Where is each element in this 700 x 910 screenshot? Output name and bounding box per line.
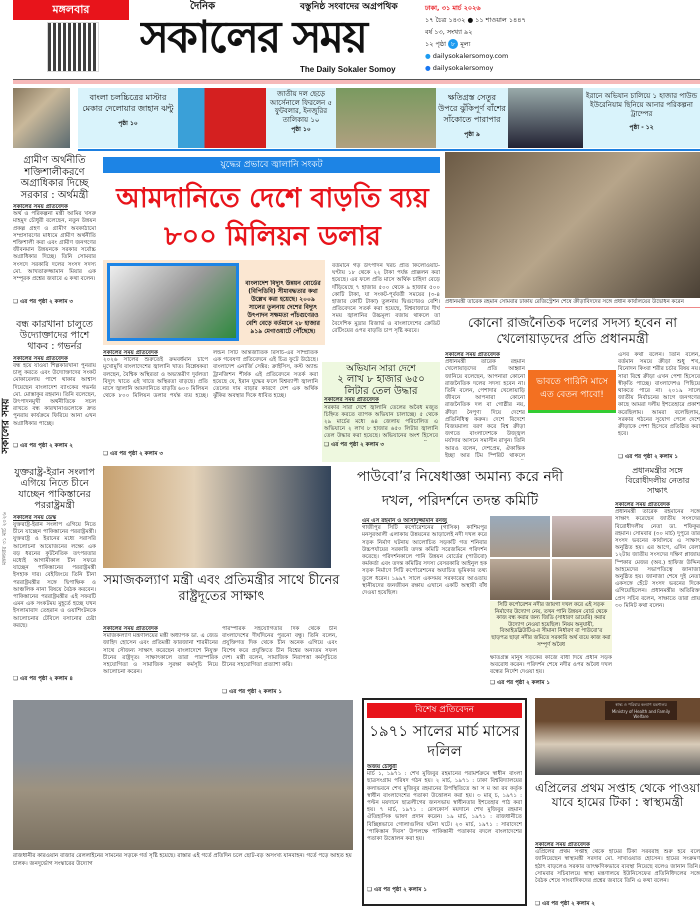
- oil-kicker: অভিযান সারা দেশে: [346, 364, 416, 374]
- teaser-4[interactable]: ইরানে অভিযান চালিয়ে ১ হাজার পাউন্ড ইউরেনিয়াম ছিনিয়ে আনার পরিকল্পনা ট্রাম্পের পৃষ্ঠা - ১২: [583, 88, 700, 148]
- lead-body-right: বর্তমানে গড় উৎপাদন খরচ প্রতি কিলোওয়াট-ঘণ্টায় ১৮ থেকে ২২ টাকা পর্যন্ত প্রাক্কলন করা হয়েছে। এর ফলে প্রতি মাসে অর্থিক চাহিদা বেড়ে দাঁড়িয়েছে ৭ হাজার ৫০০ থেকে ৯ হাজার ৫০০ কোটি টাকা, যা সংকট-পূর্ববর্তী সময়ের (৩-৪ হাজার কোটি টাকা) তুলনায় দ্বিগুণেরও বেশি। প্রতিবেদনে সতর্ক করা হয়েছে, বিশ্ববাজারে দীর্ঘ সময় জ্বালানির উচ্চমূল্য বজায় থাকলে তা বৈদেশিক মুদ্রার রিজার্ভ ও বাংলাদেশের ক্রেডিট রেটিংয়ের ওপর বাড়তি চাপ সৃষ্টি করবে।: [332, 263, 440, 334]
- river-body-2: ক্ষতিগ্রস্ত মানুষ সড়কের কাজে বাধা দিয়ে প্রধান সড়ক অবরোধ করেন। পরিদর্শন শেষে নদীর ওপর অবৈধ দখল বন্ধের নির্দেশ দেওয়া হয়।: [490, 655, 612, 676]
- facebook-icon: ●: [425, 64, 431, 72]
- teaser-1[interactable]: বাংলা চলচ্চিত্রের মাস্টার মেকার দেলোয়ার জাহান ঝন্টু পৃষ্ঠা ১০: [78, 88, 178, 148]
- lead-kicker: যুদ্ধের প্রভাবে জ্বালানি সংকট: [103, 157, 440, 173]
- road-pothole-photo: [13, 700, 353, 850]
- pm-body-2: এসব কথা বলেন। তিনি বলেন, বর্তমান সময়ে ক্রীড়া শুধু শখ, বিনোদন কিংবা শরীর চর্চার বিষয় নয়। সারা বিশ্বে ক্রীড়া এখন পেশা হিসেবে স্বীকৃতি পাচ্ছে। বাংলাদেশও পিছিয়ে থাকতে পারে না। ২০১৯ সালে জাতীয় নির্বাচনের আগে জনগণের কাছে আমরা দলীয় ইশতেহারে প্রকাশ করেছিলাম। আমরা বলেছিলাম, সরকার গঠনের সুযোগ পেলে দেশে ক্রীড়াকে পেশা হিসেবে প্রতিষ্ঠিত করা হবে।: [618, 352, 700, 438]
- jump-link[interactable]: ❏ এর পর পৃষ্ঠা ২ কলাম ১: [222, 689, 283, 695]
- alt-dates: ১৭ চৈত্র ১৪৩২ ● ১১ শাওয়াল ১৪৪৭: [425, 16, 526, 24]
- river-photo: [552, 516, 612, 557]
- teaser-photo-bridge: [336, 88, 436, 148]
- river-photo: [490, 516, 550, 557]
- river-photo: [490, 559, 550, 600]
- masthead-prefix: দৈনিক: [190, 1, 216, 12]
- facebook-link[interactable]: ● dailysokalersomoy: [425, 64, 494, 72]
- river-photo-grid: [490, 516, 612, 600]
- body: সকালের সময় ডেস্ক যুক্তরাষ্ট্র-ইরান সংলাপ এগিয়ে নিতে চীনে যাচ্ছেন পাকিস্তানের পররাষ্ট্রমন্ত্রী। যুক্তরাষ্ট্র ও ইরানের মধ্যে সরাসরি আলোচনা আয়োজনের লক্ষ্যে এক বড় ধরনের কূটনৈতিক তৎপরতার মধ্যেই আগামীকাল চীন সফরে যাচ্ছেন পাকিস্তানের পররাষ্ট্রমন্ত্রী ইসহাক দার। বেইজিংয়ে তিনি চীনা পররাষ্ট্রমন্ত্রীর সঙ্গে দ্বিপাক্ষিক ও আঞ্চলিক নানা বিষয়ে বৈঠক করবেন। পাকিস্তানের পররাষ্ট্রমন্ত্রীর এই সফরটি এমন এক সংকটময় মুহূর্তে হচ্ছে যখন ইসলামাবাদ তেহরান ও ওয়াশিংটনকে আলোচনার টেবিলে বসানোর চেষ্টা করছে।: [13, 514, 96, 629]
- photo-callout: বাংলাদেশ বিদ্যুৎ উন্নয়ন বোর্ডের (বিপিডিবি) সীমাবদ্ধতার কথা উল্লেখ করা হয়েছে। ২০০৯ সালের তুলনায় দেশের বিদ্যুৎ উৎপাদন সক্ষমতা পাঁচগুণেরও বেশি বেড়ে বর্তমানে ২৮ হাজার ৯১৯ মেগাওয়াটে পৌঁছেছে।: [245, 280, 321, 335]
- day-badge: মঙ্গলবার: [13, 0, 129, 20]
- website-link[interactable]: ● dailysokalersomoy.com: [425, 52, 509, 60]
- pages-price: ১২ পৃষ্ঠা ৮ মূল্য: [425, 40, 471, 48]
- opposition-headline[interactable]: প্রধানমন্ত্রীর সঙ্গে বিরোধীদলীয় নেতার সাক্ষাৎ: [625, 466, 690, 495]
- opposition-body: সকালের সময় প্রতিবেদক প্রধানমন্ত্রী তারেক রহমানের সঙ্গে সাক্ষাৎ করেছেন জাতীয় সংসদের বিরোধীদলীয় নেতা ডা. শফিকুর রহমান। সোমবার (৩০ মার্চ) দুপুরে তার সংসদ ভবনের কার্যালয়ে এ সাক্ষাৎ অনুষ্ঠিত হয়। এর আগে, এদিন বেলা ১২টায় জাতীয় সংসদের দক্ষিণ প্লাজায় স্পিকার মেজর (অব.) হাফিজ উদ্দিন আহমেদের সভাপতিত্বে জানাজা অনুষ্ঠিত হয়। জানাজা শেষে দুই নেতা একসঙ্গে হেঁটে সংসদ ভবনের দিকে এগিয়েছিলেন। প্রধানমন্ত্রীর অতিরিক্ত প্রেস সচিব বলেন, সাক্ষাতে তারা প্রায় ৩০ মিনিট কথা বলেন।: [615, 502, 700, 609]
- pm-headline[interactable]: কোনো রাজনৈতিক দলের সদস্য হবেন না খেলোয়াড়দের প্রতি প্রধানমন্ত্রী: [467, 316, 678, 347]
- teaser-photo-trump: [508, 88, 583, 148]
- pm-photo-caption: প্রধানমন্ত্রী তারেক রহমান সোমবার ঢাকায় রেজিস্ট্রেশন শেষে ক্রীড়াবিদদের সঙ্গে প্রধান কার্যালয়ের উদ্বোধন করেন: [445, 299, 700, 308]
- date: ঢাকা, ৩১ মার্চ ২০২৬: [425, 4, 481, 12]
- pm-quote-box: ভাবতে পারিনি মাসে এত বেতন পাবো!: [528, 370, 616, 413]
- teaser-rule: [78, 149, 700, 151]
- river-body: এম এস রহমান ও আসাদুজ্জামান রনজু গাজীপুর সিটি কর্পোরেশনের (গাসিক) কাশিমপুর মনসুরআলী এলাকায় উন্নয়নের আড়ালেই নদী দখল করে সড়ক নির্মাণ ঘটনায় আলোচিত সড়কটি গত শনিবার উচ্চপর্যায়ের সরকারি তদন্ত কমিটি সরেজমিনে পরিদর্শন করেছে। পরিদর্শনকালে পানি উন্নয়ন বোর্ডের (পাউবো) কর্মকর্তা এবং তদন্ত কমিটির সদস্য বেসরকারি আইনুল হক সড়ক নির্মাণে সিটি কর্পোরেশনের অযাচিত ভূমিকার তথ্য তুলে ধরেন। ১৯৯৭ সালে একসময় সরকারের আওতায় স্থানীয়দের জনজীবন রক্ষায় এখানে একটি অস্থায়ী বাঁধ দেওয়া হয়েছিল।: [362, 518, 487, 597]
- river-headline[interactable]: পাউবো’র নিষেধাজ্ঞা অমান্য করে নদী দখল, পরিদর্শনে তদন্ত কমিটি: [356, 469, 564, 509]
- headline: যুক্তরাষ্ট্র-ইরান সংলাপ এগিয়ে নিতে চীনে যাচ্ছেন পাকিস্তানের পররাষ্ট্রমন্ত্রী: [14, 467, 95, 511]
- teaser-2[interactable]: জাতীয় দল ছেড়ে আর্সেনালে ফিরলেন ৫ ফুটবলার, ইনজুরির তালিকায় ১০ পৃষ্ঠা ১০: [266, 88, 336, 148]
- qr-code: [47, 22, 99, 72]
- social-headline[interactable]: সমাজকল্যাণ মন্ত্রী এবং প্রতিমন্ত্রীর সাথে চীনের রাষ্ট্রদূতের সাক্ষাৎ: [103, 573, 340, 604]
- issue: বর্ষ ১৩, সংখ্যা ৯২: [425, 28, 473, 36]
- jump-link[interactable]: ❏ এর পর পৃষ্ঠা ২ কলাম ৩: [103, 451, 164, 457]
- teaser-photo-arsenal: [178, 88, 266, 148]
- measles-headline[interactable]: এপ্রিলের প্রথম সপ্তাহ থেকে পাওয়া যাবে হামের টিকা : স্বাস্থ্যমন্ত্রী: [535, 781, 700, 809]
- article-factories[interactable]: [13, 320, 96, 451]
- pm-meeting-photo: [445, 152, 700, 298]
- edition-info: [425, 2, 695, 74]
- jump-link[interactable]: ❏ এর পর পৃষ্ঠা ২ কলাম ৩: [324, 442, 385, 449]
- headline: গ্রামীণ অর্থনীতি শক্তিশালীকরণে অগ্রাধিকার দিচ্ছে সরকার : অর্থমন্ত্রী: [20, 155, 89, 201]
- jump-link[interactable]: ❏ এর পর পৃষ্ঠা ২ কলাম ২: [535, 901, 596, 907]
- price-badge: ৮: [448, 39, 458, 49]
- jump-link[interactable]: ❏ এর পর পৃষ্ঠা ২ কলাম ১: [367, 887, 428, 893]
- english-name: The Daily Sokaler Somoy: [300, 65, 396, 74]
- special-report-box[interactable]: [362, 698, 527, 906]
- teaser-3[interactable]: ক্ষতিগ্রস্ত সেতুর উপরে ঝুঁকিপূর্ণ বাঁশের সাঁকোতে পারাপার পৃষ্ঠা ৯: [436, 88, 508, 148]
- lead-body: সকালের সময় প্রতিবেদক ২০২৬ সালের শুরুতেই ক্রমবর্ধমান চাপে মুখোমুখি বাংলাদেশের জ্বালানি খাত। বিশ্লেষকরা বলছেন, বৈশ্বিক অস্থিরতা ও অভ্যন্তরীণ দুর্বলতা বিদ্যুৎ খাতে এই খাতে অস্থিরতা বাড়ছে। প্রতি মাসে জ্বালানি আমদানিতে বাড়তি ৬০০ মিলিয়ন থেকে ৮০০ মিলিয়ন ডলার পর্যন্ত ব্যয় হচ্ছে। লন্ডন সিটি আন্তর্জাতিক রিসার্চ-এর সাম্প্রতিক এক গবেষণা প্রতিবেদনে এই চিত্র ফুটে উঠেছে। বাংলাদেশ এনার্জি সেক্টর: ক্রাইসিস, কস্ট অ্যান্ড ট্রানজিশন শীর্ষক এই প্রতিবেদনে সতর্ক করা হয়েছে যে, ইরান যুদ্ধের ফলে বিশ্বব্যাপী জ্বালানি তেলের দাম বাড়ার কারণে দেশ এক অর্থিক ঝুঁকির অবস্থার দিকে ধাবিত হচ্ছে। ❏ এর পর পৃষ্ঠা ২ কলাম ৩: [103, 350, 318, 457]
- special-label: বিশেষ প্রতিবেদন: [367, 703, 522, 718]
- body: অজয় চৌধুরী মার্চ ১, ১৯৭১ : শেখ মুজিবুর রহমানের পরামর্শক্রমে স্বাধীন বাংলা ছাত্রসংগ্রাম পরিষদ গঠন হয়। ২ মার্চ, ১৯৭১ : ঢাকা বিশ্ববিদ্যালয়ের কলাভবনে শেখ মুজিবুর রহমানের উপস্থিতিতে আ স ম আ রব কর্তৃক স্বাধীন বাংলাদেশের পতাকা উত্তোলন করা হয়। ৩ মার্ চ, ১৯৭১ : পল্টন ময়দানে ছাত্রলীগের জনসভায় স্বাধীনতার ইশতেহার পাঠ করা হয়। ৭ মার্চ, ১৯৭১ : রেসকোর্স ময়দানে শেখ মুজিবুর রহমান ঐতিহাসিক ভাষণ প্রদান করেন। ১৯ মার্চ, ১৯৭১ : রাজধানীতে বিচ্ছিন্নভাবে গোলাগুলির ঘটনা ঘটে। ২৩ মার্চ, ১৯৭১ : সারাদেশে ‘পাকিস্তান দিবস’ উপলক্ষে পাকিস্তানী পতাকার বদলে বাংলাদেশের পতাকা উত্তোলন করা হয়।: [367, 764, 522, 843]
- river-caption-box: সিটি কর্পোরেশন নদীর জায়গা দখল করে এই সড়ক নির্মাণের উদ্যোগ নেয়, তখন পানি উন্নয়ন বোর্ড থেকে কাজ বন্ধ করার জন্য জিডি (সাধারণ ডায়েরি) করার উদ্যোগ নেওয়া হয়েছিল। নিয়ম অনুযায়ী, বিআইডব্লিউটিএ-র সীমানা নির্ধারণ বা পাউবো’র ছাড়পত্র ছাড়া নদীর জমিতে সরকারি অর্থ ব্যয়ে কাজ করা সম্পূর্ণ অবৈধ: [490, 601, 612, 653]
- measles-body: সকালের সময় প্রতিবেদক এপ্রিলের প্রথম সপ্তাহ থেকে হামের টিকা সরবরাহ শুরু হবে বলে জানিয়েছেন স্বাস্থ্যমন্ত্রী সরদার মো. সাখাওয়াত হোসেন। হামের সংক্রমণ হঠাৎ বাড়লেও সরকার তাৎক্ষণিকভাবে ব্যবস্থা নিয়েছে বলেও জানান তিনি। সোমবার সচিবালয়ে স্বাস্থ্য মন্ত্রণালয়ে ইউনিসেফের প্রতিনিধিদলের সঙ্গে বৈঠক শেষে সাংবাদিকদের প্রশ্নের জবাবে তিনি এ কথা বলেন।: [535, 842, 700, 885]
- social-body: সকালের সময় প্রতিবেদক সমাজকল্যাণ মন্ত্রণালয়ের মন্ত্রী অধ্যাপক ডা. এ জেড জাহিদ হোসেন এবং প্রতিমন্ত্রী ফারজানা শারমীনের সাথে সৌজন্য সাক্ষাৎ করেছেন বাংলাদেশে নিযুক্ত চীনের রাষ্ট্রদূত। সাক্ষাৎকালে তারা পারস্পরিক সহযোগিতা ও সামাজিক সুরক্ষা কর্মসূচি নিয়ে আলোচনা করেন।: [103, 626, 218, 676]
- oil-recovery-box[interactable]: [322, 362, 440, 462]
- social-body-2: পারস্পরিক সহযোগিতার দিক থেকে চীন বাংলাদেশের দীর্ঘদিনের পুরনো বন্ধু। তিনি বলেন, প্রযুক্তিগত দিক থেকে চীন অনেক এগিয়ে এবং বিশেষ করে প্রযুক্তিতে চীন বিশ্বের অন্যতম সফল দেশ। মন্ত্রী বলেন, সামাজিক নিরাপত্তা কর্মসূচিতে চীনের সহযোগিতা প্রত্যাশা করি।: [222, 626, 337, 669]
- special-headline: ১৯৭১ সালের মার্চ মাসের দলিল: [369, 722, 520, 760]
- jump-link[interactable]: ❏ এর পর পৃষ্ঠা ২ কলাম ৪: [13, 675, 74, 682]
- side-slug: সকালের সময়: [0, 398, 12, 454]
- health-minister-photo: [535, 698, 700, 775]
- fuel-pump-photo: [107, 263, 239, 341]
- jump-link[interactable]: ❏ এর পর পৃষ্ঠা ২ কলাম ১: [490, 680, 551, 686]
- body: সকালের সময় প্রতিবেদক বন্ধ হয়ে যাওয়া শিল্পকারখানা পুনরায় চালু করতে এবং উদ্যোক্তাদের সংকট মোকাবেলায় পাশে থাকার আশ্বাস দিয়েছেন বাংলাদেশ ব্যাংকের গভর্নর মো. মোস্তাকুর রহমান। তিনি বলেছেন, উৎপাদনমুখী অর্থনীতিকে সচল রাখতে বন্ধ কারখানাগুলোকে দ্রুত পুনরায় কার্যক্রমে ফিরিয়ে আনা এখন অগ্রাধিকার পাচ্ছে।: [13, 355, 96, 427]
- river-photo: [552, 559, 612, 600]
- article-pakistan-fm[interactable]: [13, 468, 96, 684]
- lead-photo-box: [103, 260, 325, 345]
- finance-minister-photo: [13, 88, 70, 148]
- body: সকালের সময় প্রতিবেদক সরকার সারা দেশে জ্বালানি তেলের অবৈধ মজুত চিহ্নিত করতে ব্যাপক অভিযান চালাচ্ছে। ৫ থেকে ২৯ মার্চের মধ্যে ৬৪ জেলায় পরিচালিত এ অভিযানে ২ লাখ ৮ হাজার ৬৫০ লিটার জ্বালানি তেল উদ্ধার করা হয়েছে। অভিযানের অংশ হিসেবে: [324, 397, 438, 440]
- twitter-icon: ●: [425, 52, 431, 60]
- oil-headline: ২ লাখ ৮ হাজার ৬৫০ লিটার তেল উদ্ধার: [337, 374, 425, 397]
- header-rule: [13, 79, 700, 84]
- lead-headline[interactable]: আমদানিতে দেশে বাড়তি ব্যয় ৮০০ মিলিয়ন ডলার: [116, 183, 429, 252]
- side-date: মঙ্গলবার ৩১ মার্চ ২০২৬: [2, 512, 8, 565]
- article-rural-economy[interactable]: [13, 155, 96, 307]
- jump-link[interactable]: ❏ এর পর পৃষ্ঠা ২ কলাম ১: [618, 454, 679, 460]
- headline: বন্ধ কারখানা চালুতে উদ্যোক্তাদের পাশে থাকব : গভর্নর: [16, 319, 93, 352]
- jump-link[interactable]: ❏ এর পর পৃষ্ঠা ২ কলাম ২: [13, 442, 74, 449]
- china-envoy-photo: [103, 466, 331, 568]
- masthead-logo: সকালের সময়: [140, 14, 367, 62]
- pm-body: সকালের সময় প্রতিবেদক প্রধানমন্ত্রী তারেক রহমান খেলোয়াড়দের প্রতি আহ্বান জানিয়ে বলেছেন, আপনারা কোনো রাজনৈতিক দলের সদস্য হবেন না। তিনি বলেন, পেশাদার খেলোয়াড়ি জীবনে আপনারা কোনো রাজনৈতিক দল বা গোষ্ঠীর নয়, ক্রীড়া নৈপুণ্য দিয়ে দেশের প্রতিনিধিত্ব করুন। দেশে বিদেশে বিজয়মাল্য বরণ করে বিশ্ব ক্রীড়া জগতে বাংলাদেশকে উজ্জ্বল মর্যাদার আসনে সমাসীন রাখুন। তিনি আরও বলেন, দেশপ্রেম, ঐকান্তিক ইচ্ছা আর টিম স্পিরিট থাকলে: [445, 352, 525, 459]
- tagline: বস্তুনিষ্ঠ সংবাদের অগ্রপথিক: [300, 2, 398, 12]
- ministry-sign: স্বাস্থ্য ও পরিবার কল্যাণ মন্ত্রণালয় Ministry of Health and Family Welfare: [605, 701, 677, 720]
- road-photo-caption: রাজধানীর কারওয়ান বাজার রেললাইনের সামনের সড়কে গর্ত সৃষ্টি হয়েছে। রাস্তার এই গর্তে প্রতিদিন চলে ছোট-বড় অসংখ্য যানবাহন। গর্তে পড়ে আহত হয় চালক। জনদুর্ভোগ সংস্কারের উদ্যোগ: [13, 853, 352, 867]
- jump-link[interactable]: ❏ এর পর পৃষ্ঠা ২ কলাম ৩: [13, 299, 74, 305]
- body: সকালের সময় প্রতিবেদক অর্থ ও পরিকল্পনা মন্ত্রী আমির খসরু মাহমুদ চৌধুরী বলেছেন, নতুন উন্নয়ন প্রকল্প গ্রহণ ও গ্রামীণ অবকাঠামো সম্প্রসারণের মাধ্যমে গ্রামীণ অর্থনীতি শক্তিশালী করা এবং গ্রামীণ জনগণের জীবনমান উন্নয়নকে সরকার সর্বোচ্চ অগ্রাধিকার দিচ্ছে। তিনি সোমবার সংসদে সরকারি দলের সংসদ সদস্য মো. আখতারুজ্জামান মিয়ার এক সম্পূরক প্রশ্নের জবাবে এ কথা বলেন।: [13, 204, 96, 283]
